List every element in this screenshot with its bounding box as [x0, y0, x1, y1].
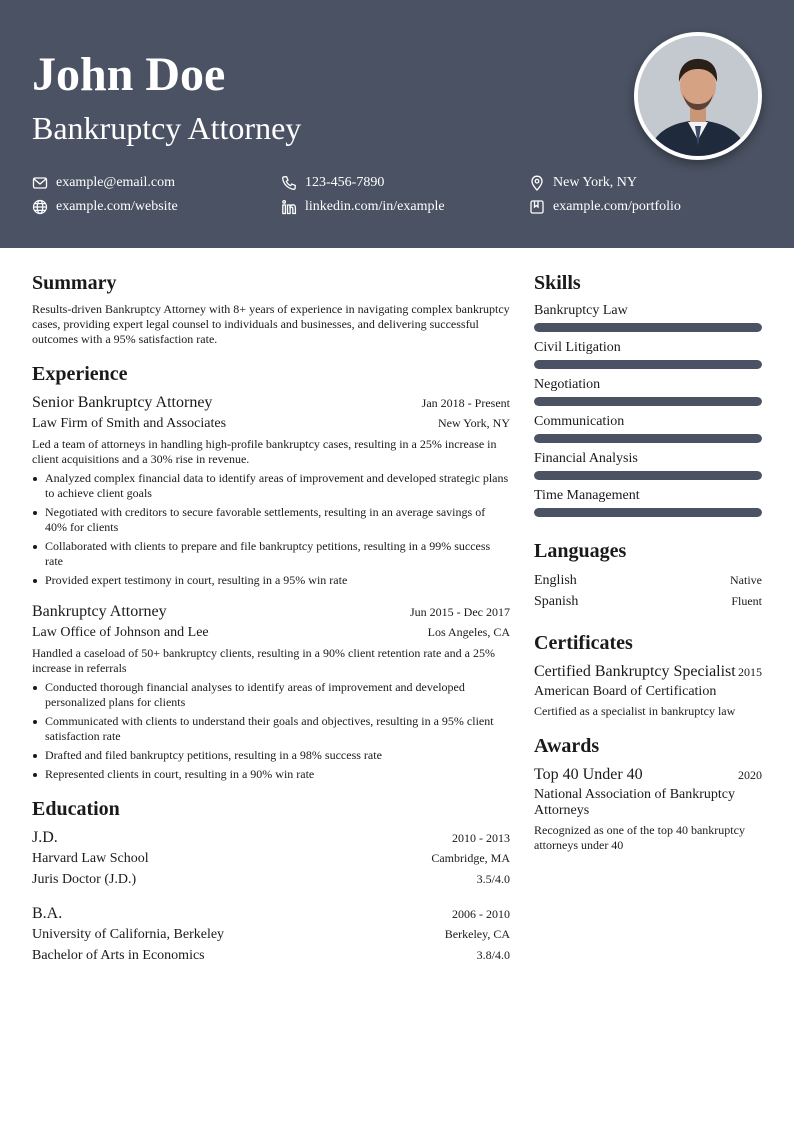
edu-gpa: 3.8/4.0: [476, 948, 510, 962]
skill-bar-fill: [534, 471, 762, 480]
list-item: Negotiated with creditors to secure favorable settlements, resulting in an average savings of 40% for clients: [32, 505, 510, 535]
job-location: Los Angeles, CA: [427, 625, 510, 639]
edu-location: Berkeley, CA: [444, 927, 510, 941]
language-item: [534, 570, 762, 591]
experience-item: [32, 393, 510, 588]
certificate-name: Certified Bankruptcy Specialist: [534, 663, 736, 680]
globe-icon: [32, 199, 48, 215]
skill-name: Bankruptcy Law: [534, 303, 628, 318]
awards-heading: Awards: [534, 735, 600, 757]
skill-name: Negotiation: [534, 377, 601, 392]
edu-gpa: 3.5/4.0: [476, 872, 510, 886]
phone-icon: [281, 175, 297, 191]
candidate-name: John Doe: [32, 48, 226, 101]
language-level: Native: [730, 573, 762, 587]
award-issuer: National Association of Bankruptcy Attorneys: [534, 787, 736, 818]
job-dates: Jan 2018 - Present: [421, 396, 510, 410]
resume-header: [0, 0, 794, 248]
job-description: Led a team of attorneys in handling high-profile bankruptcy cases, resulting in a 25% increase in client acquisitions and a 30% rise in revenue.: [32, 437, 497, 466]
skill-item: [534, 376, 762, 406]
job-role: Senior Bankruptcy Attorney: [32, 394, 213, 411]
award-item: [534, 765, 762, 853]
skill-bar: [534, 323, 762, 332]
list-item: Provided expert testimony in court, resulting in a 95% win rate: [32, 573, 510, 588]
edu-field: Bachelor of Arts in Economics: [32, 948, 205, 963]
experience-heading: Experience: [32, 363, 128, 385]
skill-item: [534, 487, 762, 517]
language-level: Fluent: [731, 594, 762, 608]
certificate-item: [534, 662, 762, 719]
skill-bar: [534, 360, 762, 369]
summary-text: Results-driven Bankruptcy Attorney with 8+ years of experience in navigating complex bankruptcy cases, providing expert legal counsel to individuals and businesses, and delivering successful outcomes with a 95% satisfaction rate.: [32, 302, 510, 346]
skill-bar: [534, 434, 762, 443]
certificates-heading: Certificates: [534, 632, 633, 654]
edu-degree: B.A.: [32, 905, 63, 922]
skill-bar-fill: [534, 323, 762, 332]
side-column: [534, 270, 762, 853]
skill-name: Communication: [534, 414, 625, 429]
skill-item: [534, 450, 762, 480]
skill-bar-fill: [534, 508, 762, 517]
skills-list: [534, 302, 762, 517]
location-icon: [529, 175, 545, 191]
job-company: Law Firm of Smith and Associates: [32, 416, 227, 431]
edu-school: Harvard Law School: [32, 851, 149, 866]
list-item: Communicated with clients to understand their goals and objectives, resulting in a 95% client satisfaction rate: [32, 714, 510, 744]
skill-name: Financial Analysis: [534, 451, 638, 466]
skill-bar-fill: [534, 397, 762, 406]
job-achievements: [32, 680, 510, 782]
summary-heading: Summary: [32, 272, 117, 294]
edu-dates: 2010 - 2013: [452, 831, 510, 845]
language-name: English: [534, 573, 577, 588]
candidate-title: Bankruptcy Attorney: [32, 110, 302, 146]
contact-portfolio[interactable]: example.com/portfolio: [529, 198, 681, 216]
edu-dates: 2006 - 2010: [452, 907, 510, 921]
skills-heading: Skills: [534, 272, 581, 294]
list-item: Conducted thorough financial analyses to identify areas of improvement and developed personalized plans for clients: [32, 680, 510, 710]
language-name: Spanish: [534, 594, 579, 609]
edu-location: Cambridge, MA: [431, 851, 510, 865]
job-role: Bankruptcy Attorney: [32, 603, 167, 620]
contact-email[interactable]: example@email.com: [32, 174, 175, 192]
job-company: Law Office of Johnson and Lee: [32, 625, 209, 640]
contact-website[interactable]: example.com/website: [32, 198, 178, 216]
skill-bar-fill: [534, 360, 762, 369]
job-achievements: [32, 471, 510, 588]
portfolio-icon: [529, 199, 545, 215]
skill-item: [534, 413, 762, 443]
job-description: Handled a caseload of 50+ bankruptcy clients, resulting in a 90% client retention rate and a 25% increase in referrals: [32, 646, 495, 675]
contact-phone[interactable]: 123-456-7890: [281, 174, 384, 192]
award-description: Recognized as one of the top 40 bankruptcy attorneys under 40: [534, 823, 745, 852]
job-location: New York, NY: [437, 416, 510, 430]
certificate-issuer: American Board of Certification: [534, 684, 717, 699]
languages-heading: Languages: [534, 540, 627, 562]
profile-photo: [634, 32, 762, 160]
skill-item: [534, 302, 762, 332]
education-heading: Education: [32, 798, 120, 820]
skill-name: Civil Litigation: [534, 340, 621, 355]
list-item: Represented clients in court, resulting in a 90% win rate: [32, 767, 510, 782]
edu-field: Juris Doctor (J.D.): [32, 872, 137, 887]
list-item: Drafted and filed bankruptcy petitions, resulting in a 98% success rate: [32, 748, 510, 763]
mail-icon: [32, 175, 48, 191]
experience-item: [32, 602, 510, 782]
list-item: Analyzed complex financial data to identify areas of improvement and developed strategic plans to achieve client goals: [32, 471, 510, 501]
education-item: [32, 904, 510, 966]
skill-bar: [534, 508, 762, 517]
language-item: [534, 591, 762, 612]
edu-degree: J.D.: [32, 829, 58, 846]
skill-bar-fill: [534, 434, 762, 443]
edu-school: University of California, Berkeley: [32, 927, 225, 942]
skill-bar: [534, 471, 762, 480]
list-item: Collaborated with clients to prepare and file bankruptcy petitions, resulting in a 99% success rate: [32, 539, 510, 569]
certificate-year: 2015: [738, 665, 762, 679]
certificate-description: Certified as a specialist in bankruptcy law: [534, 704, 736, 718]
award-year: 2020: [738, 768, 762, 782]
skill-item: [534, 339, 762, 369]
job-dates: Jun 2015 - Dec 2017: [410, 605, 510, 619]
contact-location: New York, NY: [529, 174, 637, 192]
education-item: [32, 828, 510, 890]
skill-bar: [534, 397, 762, 406]
main-column: [32, 270, 510, 980]
award-name: Top 40 Under 40: [534, 766, 643, 783]
linkedin-icon: [281, 199, 297, 215]
skill-name: Time Management: [534, 488, 640, 503]
contact-linkedin[interactable]: linkedin.com/in/example: [281, 198, 445, 216]
